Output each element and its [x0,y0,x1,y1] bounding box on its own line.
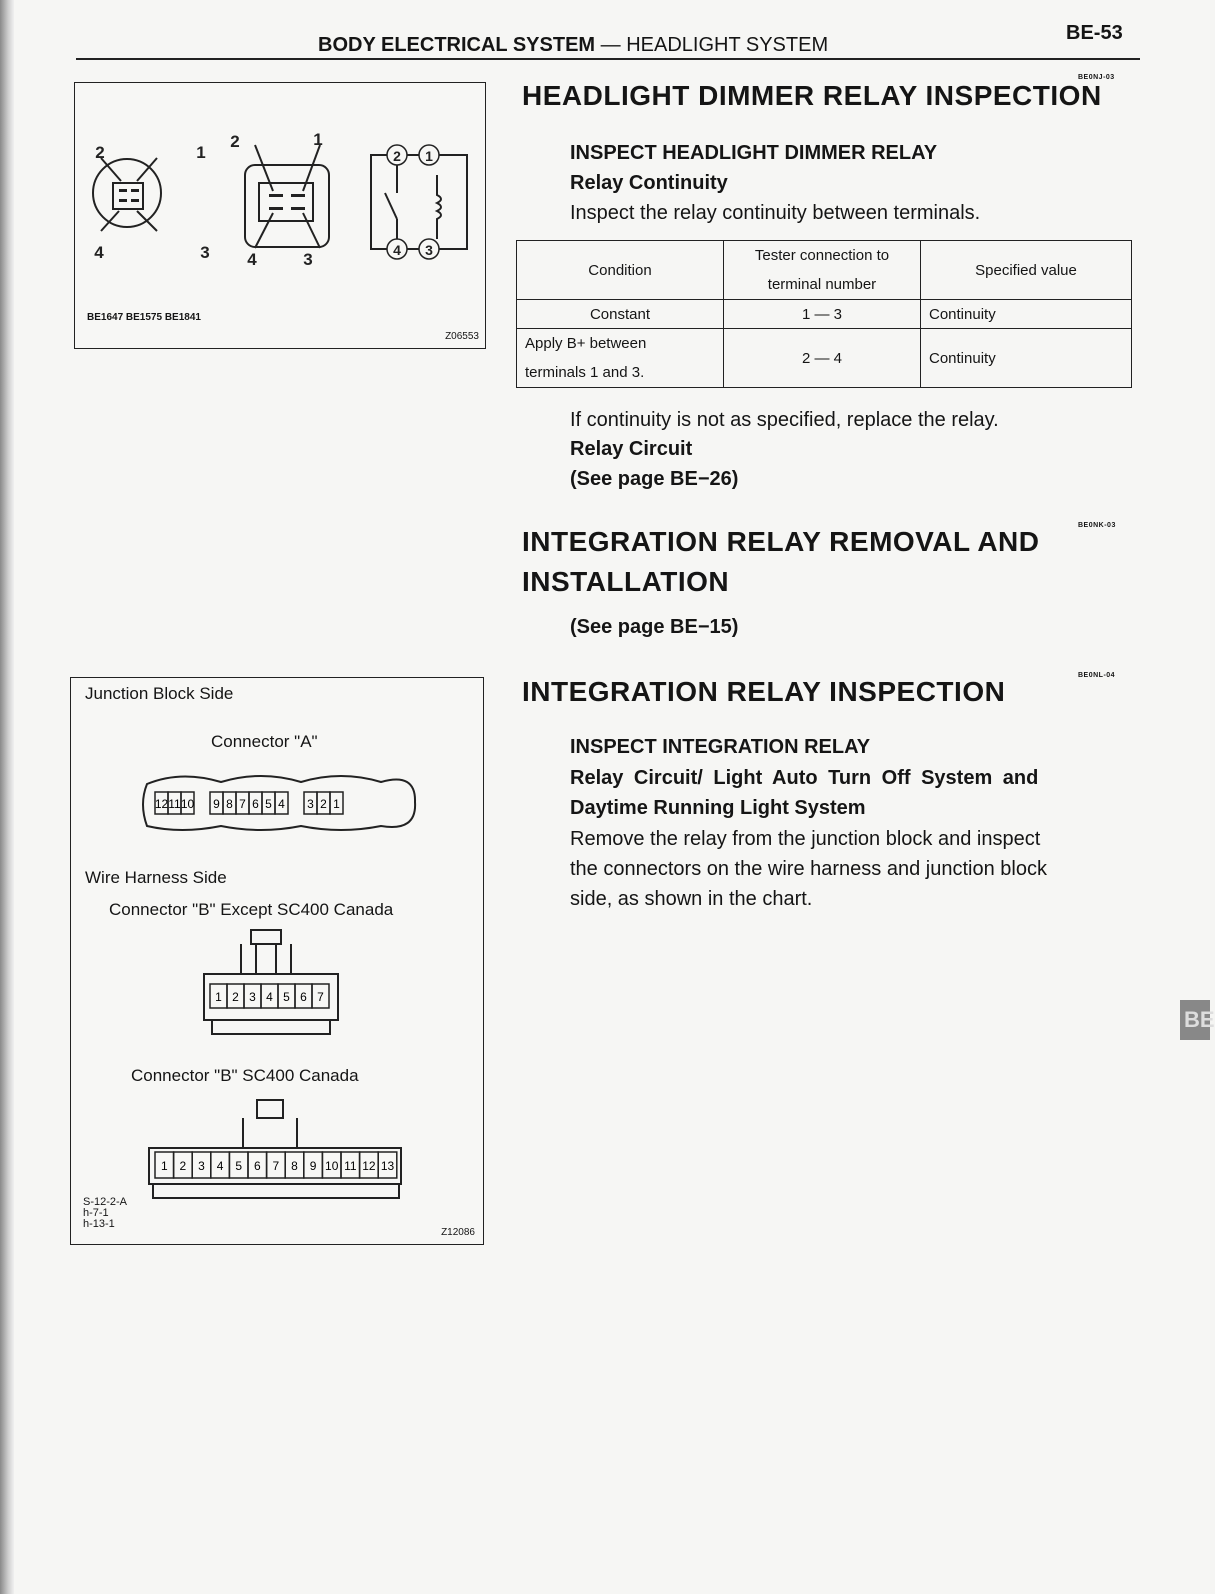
section-side-tab: BE [1180,1000,1210,1040]
pin-number: 6 [253,1159,261,1173]
terminal-4-label: 4 [393,242,401,258]
header-tester-connection: Tester connection to terminal number [724,241,921,300]
pin-number: 2 [232,990,239,1004]
connector-a-label: Connector "A" [211,732,318,751]
continuity-table [516,240,1132,388]
table-row [517,329,1132,388]
relay-terminal-figure [74,82,486,349]
pin-number: 3 [249,990,256,1004]
header-dash: — [600,34,621,56]
instruction-paragraph [570,824,1047,914]
pin-number: 7 [239,797,246,811]
pin-number: 12 [362,1159,376,1173]
pin-number: 10 [325,1159,339,1173]
figure-refs [83,1197,127,1230]
section-code: BE0NK-03 [1078,522,1116,529]
sub-heading: Relay Circuit [570,438,693,460]
connector-b-sc400-diagram [147,1096,409,1206]
running-header [318,34,828,57]
pin-number: 13 [380,1159,395,1173]
junction-block-label: Junction Block Side [85,684,234,703]
section-title: INTEGRATION RELAY INSPECTION [522,676,1006,707]
pin-number: 2 [320,797,327,811]
pin-number: 8 [226,797,233,811]
pin-number: 9 [213,797,220,811]
connector-b-except-label: Connector "B" Except SC400 Canada [109,900,394,919]
instruction: Inspect the relay continuity between terminals. [570,202,981,224]
pin-number: 11 [168,797,181,811]
pin-number: 6 [252,797,259,811]
condition-line: terminals 1 and 3. [525,364,645,381]
pin-number: 4 [278,797,285,811]
figure-id: Z12086 [441,1227,475,1238]
terminal-4-label: 4 [247,250,257,269]
table-row [517,300,1132,329]
cell-value: Continuity [921,329,1132,388]
sub-heading: Relay Continuity [570,172,728,194]
terminal-1-label: 1 [425,148,433,164]
pin-number: 6 [300,990,307,1004]
page-number: BE-53 [1066,22,1123,44]
connector-a-diagram [141,768,421,838]
pin-number: 5 [235,1159,243,1173]
terminal-1-label: 1 [313,130,323,149]
terminal-3-label: 3 [425,242,433,258]
wire-harness-label: Wire Harness Side [85,868,227,887]
step-heading: INSPECT HEADLIGHT DIMMER RELAY [570,142,938,164]
header-rule [76,58,1140,60]
section-code: BE0NJ-03 [1078,74,1115,81]
terminal-1-label: 1 [196,143,206,162]
ref-code: S-12-2-A [83,1196,128,1208]
text-line: side, as shown in the chart. [570,888,813,910]
instruction: If continuity is not as specified, replace the relay. [570,409,999,431]
page-reference: (See page BE−26) [570,468,739,490]
terminal-2-label: 2 [230,132,240,151]
pin-number: 10 [180,797,195,811]
cell-terminals: 2 — 4 [724,329,921,388]
figure-id: Z06553 [445,331,479,342]
header-section: BODY ELECTRICAL SYSTEM [318,34,596,56]
page-reference: (See page BE−15) [570,616,739,638]
text-line: Remove the relay from the junction block and inspect [570,828,1041,850]
header-condition: Condition [517,241,724,300]
pin-number: 11 [344,1159,357,1173]
pin-number: 12 [154,797,169,811]
pin-number: 1 [215,990,222,1004]
sub-heading: Relay Circuit/ Light Auto Turn Off System and [570,767,1039,789]
pin-number: 4 [266,990,273,1004]
pin-number: 3 [307,797,314,811]
terminal-2-label: 2 [393,148,401,164]
connector-b-sc400-label: Connector "B" SC400 Canada [131,1066,359,1085]
terminal-3-label: 3 [200,243,210,262]
cell-condition: Constant [517,300,724,329]
cell-condition [517,329,724,388]
header-subsection: HEADLIGHT SYSTEM [626,34,829,56]
text-line: the connectors on the wire harness and junction block [570,858,1047,880]
cell-value: Continuity [921,300,1132,329]
pin-number: 9 [309,1159,317,1173]
pin-number: 7 [317,990,324,1004]
connector-figure [70,677,484,1245]
terminal-2-label: 2 [95,143,105,162]
pin-number: 4 [216,1159,224,1173]
step-heading: INSPECT INTEGRATION RELAY [570,736,871,758]
pin-number: 5 [283,990,290,1004]
pin-number: 1 [333,797,340,811]
header-specified-value: Specified value [921,241,1132,300]
section-title: INTEGRATION RELAY REMOVAL AND [522,526,1040,557]
ref-code: h-7-1 [83,1207,109,1219]
condition-line: Apply B+ between [525,335,647,352]
table-header-row [517,241,1132,300]
ref-code: h-13-1 [83,1218,115,1230]
pin-number: 8 [291,1159,298,1173]
terminal-4-label: 4 [94,243,104,262]
pin-number: 2 [179,1159,187,1173]
scan-edge-shadow [0,0,14,1594]
relay-diagram [75,83,485,348]
terminal-3-label: 3 [303,250,313,269]
cell-terminals: 1 — 3 [724,300,921,329]
section-title: HEADLIGHT DIMMER RELAY INSPECTION [522,80,1102,111]
figure-refs: BE1647 BE1575 BE1841 [87,312,201,323]
pin-number: 7 [272,1159,280,1173]
pin-number: 3 [198,1159,205,1173]
sub-heading: Daytime Running Light System [570,797,866,819]
section-code: BE0NL-04 [1078,672,1116,679]
pin-number: 1 [160,1159,168,1173]
connector-b-except-diagram [196,928,346,1038]
section-title: INSTALLATION [522,566,730,597]
pin-number: 5 [265,797,272,811]
